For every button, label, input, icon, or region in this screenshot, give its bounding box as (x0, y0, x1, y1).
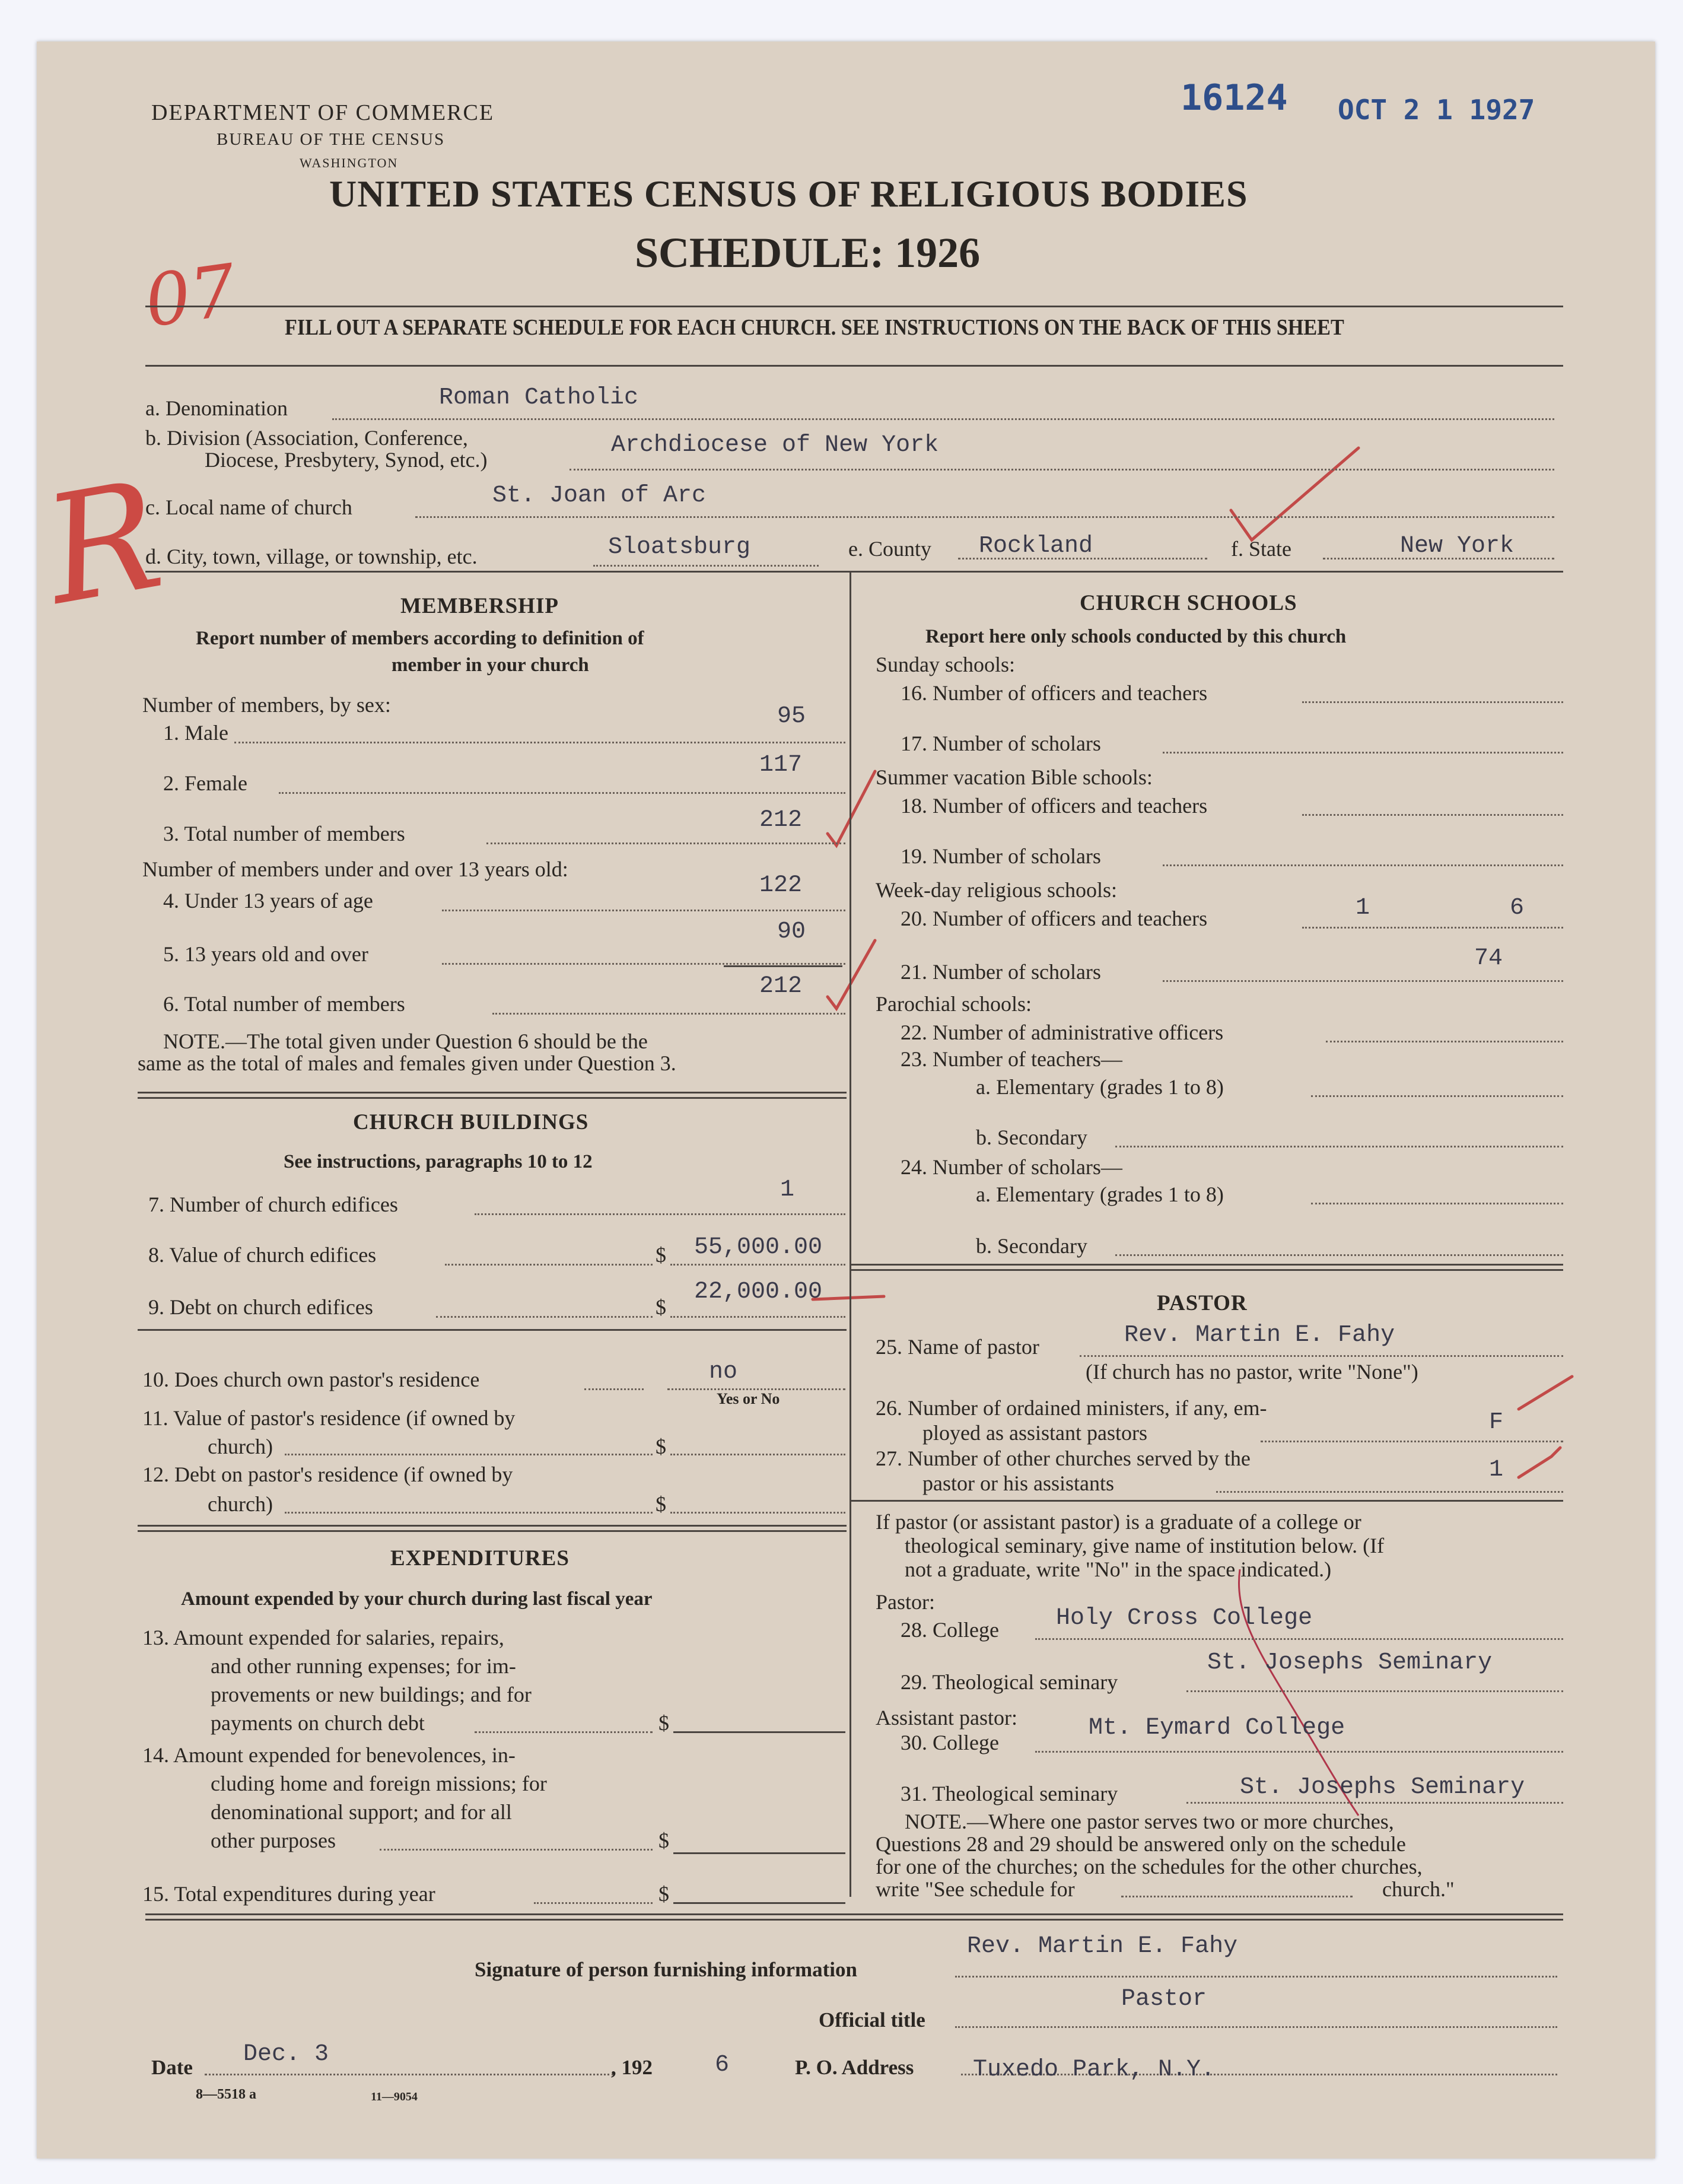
pastor-title: PASTOR (1157, 1291, 1248, 1315)
dotted-line (1302, 814, 1563, 816)
section-divider (851, 1264, 1563, 1271)
q9-value[interactable]: 22,000.00 (694, 1279, 823, 1305)
receipt-number-stamp: 16124 (1181, 77, 1288, 119)
q25-value[interactable]: Rev. Martin E. Fahy (1124, 1322, 1395, 1349)
membership-note-2: same as the total of males and females given under Question 3. (138, 1051, 676, 1075)
membership-intro-1: Report number of members according to definition of (196, 628, 644, 649)
section-divider (138, 1092, 847, 1099)
dotted-line (670, 1454, 845, 1455)
q21-value[interactable]: 74 (1474, 945, 1503, 972)
denomination-value[interactable]: Roman Catholic (439, 384, 639, 411)
section-divider (145, 1913, 1563, 1921)
schools-intro: Report here only schools conducted by this church (925, 626, 1347, 647)
signature-value[interactable]: Rev. Martin E. Fahy (967, 1933, 1238, 1960)
assistant-pastor-header: Assistant pastor: (876, 1706, 1017, 1730)
q14-line-3: denominational support; and for all (211, 1800, 512, 1824)
county-value[interactable]: Rockland (979, 533, 1093, 559)
q13-line-3: provements or new buildings; and for (211, 1683, 532, 1706)
q3-label: 3. Total number of members (163, 822, 405, 845)
q7-label: 7. Number of church edifices (148, 1193, 398, 1216)
q11-label-2: church) (208, 1435, 273, 1458)
dotted-line (415, 516, 1554, 518)
pastor-note-4: write "See schedule for (876, 1877, 1075, 1901)
dotted-line (1186, 1802, 1563, 1804)
state-label: f. State (1231, 537, 1291, 561)
q26-label-2: ployed as assistant pastors (922, 1421, 1147, 1445)
divider (145, 306, 1563, 307)
red-tick-q26 (1519, 1376, 1572, 1409)
dotted-line (670, 1264, 845, 1266)
dotted-line (1311, 1203, 1563, 1204)
dotted-line (436, 1316, 653, 1318)
q23-label: 23. Number of teachers— (901, 1047, 1122, 1071)
q25-label: 25. Name of pastor (876, 1335, 1039, 1359)
q27-value[interactable]: 1 (1489, 1457, 1504, 1483)
q9-label: 9. Debt on church edifices (148, 1295, 373, 1319)
po-address-value[interactable]: Tuxedo Park, N.Y. (973, 2056, 1216, 2083)
red-check-mark (1231, 448, 1359, 540)
bureau-label: BUREAU OF THE CENSUS (217, 130, 446, 149)
dotted-line (486, 843, 845, 844)
state-value[interactable]: New York (1400, 533, 1515, 559)
date-value[interactable]: Dec. 3 (243, 2041, 329, 2068)
q12-label-1: 12. Debt on pastor's residence (if owned by (142, 1463, 513, 1486)
dotted-line (492, 1013, 845, 1015)
county-label: e. County (848, 537, 931, 561)
dotted-line (279, 792, 845, 794)
q29-value[interactable]: St. Josephs Seminary (1207, 1649, 1493, 1676)
dotted-line (670, 1512, 845, 1514)
q13-line-1: 13. Amount expended for salaries, repairs, (142, 1626, 504, 1649)
red-tick-q3 (828, 771, 875, 845)
print-number: 11—9054 (371, 2090, 418, 2103)
pastor-note-1: NOTE.—Where one pastor serves two or more churches, (905, 1810, 1394, 1833)
dotted-line (234, 742, 845, 743)
q8-label: 8. Value of church edifices (148, 1243, 377, 1267)
red-tick-q6 (828, 940, 875, 1009)
by-sex-label: Number of members, by sex: (142, 693, 391, 717)
schools-title: CHURCH SCHOOLS (1080, 591, 1297, 615)
red-mark-side: R (33, 448, 174, 638)
dotted-line (205, 2074, 614, 2075)
dotted-line (1035, 1638, 1563, 1640)
q6-label: 6. Total number of members (163, 992, 405, 1016)
pastor-header: Pastor: (876, 1590, 936, 1614)
q16-label: 16. Number of officers and teachers (901, 681, 1208, 705)
q10-label: 10. Does church own pastor's residence (142, 1368, 480, 1391)
dotted-line (593, 565, 819, 567)
q20-value-2[interactable]: 6 (1510, 895, 1525, 921)
buildings-subtitle: See instructions, paragraphs 10 to 12 (284, 1151, 593, 1172)
city-label: d. City, town, village, or township, etc. (145, 545, 478, 568)
dollar-sign: $ (656, 1295, 666, 1319)
q6-value[interactable]: 212 (759, 973, 803, 1000)
q18-label: 18. Number of officers and teachers (901, 794, 1208, 818)
q17-label: 17. Number of scholars (901, 732, 1101, 755)
dollar-sign: $ (658, 1829, 669, 1852)
church-name-value[interactable]: St. Joan of Arc (492, 482, 707, 509)
expenditures-subtitle: Amount expended by your church during last fiscal year (181, 1588, 653, 1610)
dotted-line (332, 418, 1554, 420)
answer-line (673, 1731, 845, 1733)
receipt-date-stamp: OCT 2 1 1927 (1338, 94, 1535, 126)
graduate-note-2: theological seminary, give name of institution below. (If (905, 1534, 1385, 1557)
q22-label: 22. Number of administrative officers (901, 1021, 1224, 1044)
dotted-line (1115, 1146, 1563, 1147)
q31-value[interactable]: St. Josephs Seminary (1240, 1774, 1525, 1801)
dotted-line (1163, 980, 1563, 982)
dotted-line (1302, 927, 1563, 929)
q25-note: (If church has no pastor, write "None") (1086, 1360, 1418, 1384)
buildings-title: CHURCH BUILDINGS (353, 1110, 589, 1134)
q30-label: 30. College (901, 1731, 999, 1754)
q24-label: 24. Number of scholars— (901, 1155, 1122, 1179)
form-title: UNITED STATES CENSUS OF RELIGIOUS BODIES (329, 173, 1248, 215)
divider (145, 365, 1563, 367)
red-mark-top: 07 (140, 249, 241, 344)
dotted-line (1216, 1491, 1563, 1493)
dollar-sign: $ (656, 1435, 666, 1458)
q29-label: 29. Theological seminary (901, 1670, 1118, 1694)
q26-value[interactable]: F (1489, 1409, 1504, 1436)
q15-label: 15. Total expenditures during year (142, 1882, 435, 1906)
q30-value[interactable]: Mt. Eymard College (1089, 1715, 1345, 1741)
dotted-line (285, 1454, 653, 1455)
q4-label: 4. Under 13 years of age (163, 889, 373, 913)
parochial-schools-label: Parochial schools: (876, 992, 1032, 1016)
q19-label: 19. Number of scholars (901, 844, 1101, 868)
dollar-sign: $ (656, 1243, 666, 1267)
graduate-note-1: If pastor (or assistant pastor) is a graduate of a college or (876, 1510, 1361, 1534)
q10-value[interactable]: no (709, 1359, 738, 1385)
dollar-sign: $ (658, 1711, 669, 1735)
q28-value[interactable]: Holy Cross College (1056, 1605, 1313, 1632)
official-title-label: Official title (819, 2008, 925, 2032)
q26-label-1: 26. Number of ordained ministers, if any, em- (876, 1396, 1267, 1420)
dotted-line (955, 1976, 1557, 1978)
q23a-label: a. Elementary (grades 1 to 8) (976, 1075, 1224, 1099)
answer-line (673, 1902, 845, 1904)
q13-line-2: and other running expenses; for im- (211, 1654, 516, 1678)
q20-value-1[interactable]: 1 (1356, 895, 1370, 921)
date-label: Date (151, 2056, 193, 2079)
divider (145, 571, 1563, 573)
signature-label: Signature of person furnishing information (475, 1958, 857, 1981)
q8-value[interactable]: 55,000.00 (694, 1234, 823, 1261)
denomination-label: a. Denomination (145, 396, 288, 420)
dotted-line (1035, 1751, 1563, 1753)
dotted-line (1163, 752, 1563, 754)
dotted-line (1302, 701, 1563, 703)
q28-label: 28. College (901, 1618, 999, 1642)
q5-value[interactable]: 90 (777, 918, 806, 945)
division-value[interactable]: Archdiocese of New York (611, 432, 939, 459)
graduate-note-3: not a graduate, write "No" in the space indicated.) (905, 1557, 1332, 1581)
dotted-line (475, 1731, 653, 1733)
by-age-label: Number of members under and over 13 years old: (142, 857, 568, 881)
schedule-title: SCHEDULE: 1926 (635, 229, 981, 276)
church-name-label: c. Local name of church (145, 495, 352, 519)
column-divider (850, 571, 851, 1897)
membership-title: MEMBERSHIP (400, 594, 559, 618)
membership-intro-2: member in your church (392, 654, 589, 676)
po-address-label: P. O. Address (795, 2056, 914, 2079)
dotted-line (475, 1213, 845, 1215)
q11-label-1: 11. Value of pastor's residence (if owned by (142, 1406, 516, 1430)
divider (138, 1329, 847, 1331)
dotted-line (584, 1388, 644, 1390)
q27-label-2: pastor or his assistants (922, 1471, 1114, 1495)
pastor-note-3: for one of the churches; on the schedules for the other churches, (876, 1855, 1423, 1878)
q7-value[interactable]: 1 (780, 1177, 795, 1203)
year-prefix: , 192 (611, 2056, 653, 2079)
q21-label: 21. Number of scholars (901, 960, 1101, 984)
q1-value[interactable]: 95 (777, 703, 806, 730)
dotted-line (1080, 1355, 1563, 1357)
q10-hint: Yes or No (717, 1390, 780, 1407)
q27-label-1: 27. Number of other churches served by the (876, 1447, 1251, 1470)
dotted-line (1163, 864, 1563, 866)
official-title-value[interactable]: Pastor (1121, 1986, 1207, 2013)
q5-label: 5. 13 years old and over (163, 942, 368, 966)
q24a-label: a. Elementary (grades 1 to 8) (976, 1182, 1224, 1206)
city-label: WASHINGTON (300, 155, 399, 170)
division-label-2: Diocese, Presbytery, Synod, etc.) (205, 448, 488, 472)
dotted-line (570, 469, 1554, 471)
q14-line-2: cluding home and foreign missions; for (211, 1772, 547, 1795)
dotted-line (380, 1849, 653, 1851)
q4-value[interactable]: 122 (759, 872, 803, 899)
dotted-line (1186, 1690, 1563, 1692)
q24b-label: b. Secondary (976, 1234, 1087, 1258)
dotted-line (285, 1512, 653, 1514)
dotted-line (1326, 1041, 1563, 1042)
summer-schools-label: Summer vacation Bible schools: (876, 765, 1153, 789)
weekday-schools-label: Week-day religious schools: (876, 878, 1118, 902)
dotted-line (442, 963, 845, 965)
department-label: DEPARTMENT OF COMMERCE (151, 100, 495, 125)
dotted-line (445, 1264, 653, 1266)
q14-line-4: other purposes (211, 1829, 336, 1852)
dotted-line (534, 1902, 653, 1904)
pastor-note-2: Questions 28 and 29 should be answered only on the schedule (876, 1832, 1406, 1856)
q3-value[interactable]: 212 (759, 807, 803, 834)
division-label-1: b. Division (Association, Conference, (145, 426, 468, 450)
city-value[interactable]: Sloatsburg (608, 534, 751, 561)
form-number: 8—5518 a (196, 2087, 256, 2102)
divider (851, 1500, 1563, 1502)
q20-label: 20. Number of officers and teachers (901, 907, 1208, 930)
red-tick-q27 (1519, 1448, 1560, 1477)
q2-value[interactable]: 117 (759, 752, 803, 778)
form-instruction: FILL OUT A SEPARATE SCHEDULE FOR EACH CHURCH. SEE INSTRUCTIONS ON THE BACK OF THIS SHEET (285, 315, 1344, 340)
q31-label: 31. Theological seminary (901, 1782, 1118, 1805)
answer-line (673, 1852, 845, 1854)
dotted-line (1115, 1254, 1563, 1256)
q14-line-1: 14. Amount expended for benevolences, in- (142, 1743, 516, 1767)
q12-label-2: church) (208, 1492, 273, 1516)
dotted-line (1121, 1896, 1353, 1897)
q23b-label: b. Secondary (976, 1126, 1087, 1149)
dotted-line (1261, 1441, 1563, 1442)
q2-label: 2. Female (163, 771, 247, 795)
sunday-schools-label: Sunday schools: (876, 653, 1016, 676)
dotted-line (670, 1316, 845, 1318)
dollar-sign: $ (658, 1882, 669, 1906)
dotted-line (1311, 1095, 1563, 1097)
red-strike-q9 (813, 1296, 884, 1299)
pastor-note-5: church." (1382, 1877, 1455, 1901)
expenditures-title: EXPENDITURES (390, 1546, 570, 1571)
q1-label: 1. Male (163, 721, 228, 745)
dollar-sign: $ (656, 1492, 666, 1516)
year-digit[interactable]: 6 (715, 2052, 730, 2078)
sum-line (724, 965, 842, 967)
dotted-line (955, 2026, 1557, 2028)
q13-line-4: payments on church debt (211, 1711, 425, 1735)
membership-note-1: NOTE.—The total given under Question 6 should be the (163, 1029, 648, 1053)
dotted-line (442, 910, 845, 911)
section-divider (138, 1525, 847, 1532)
